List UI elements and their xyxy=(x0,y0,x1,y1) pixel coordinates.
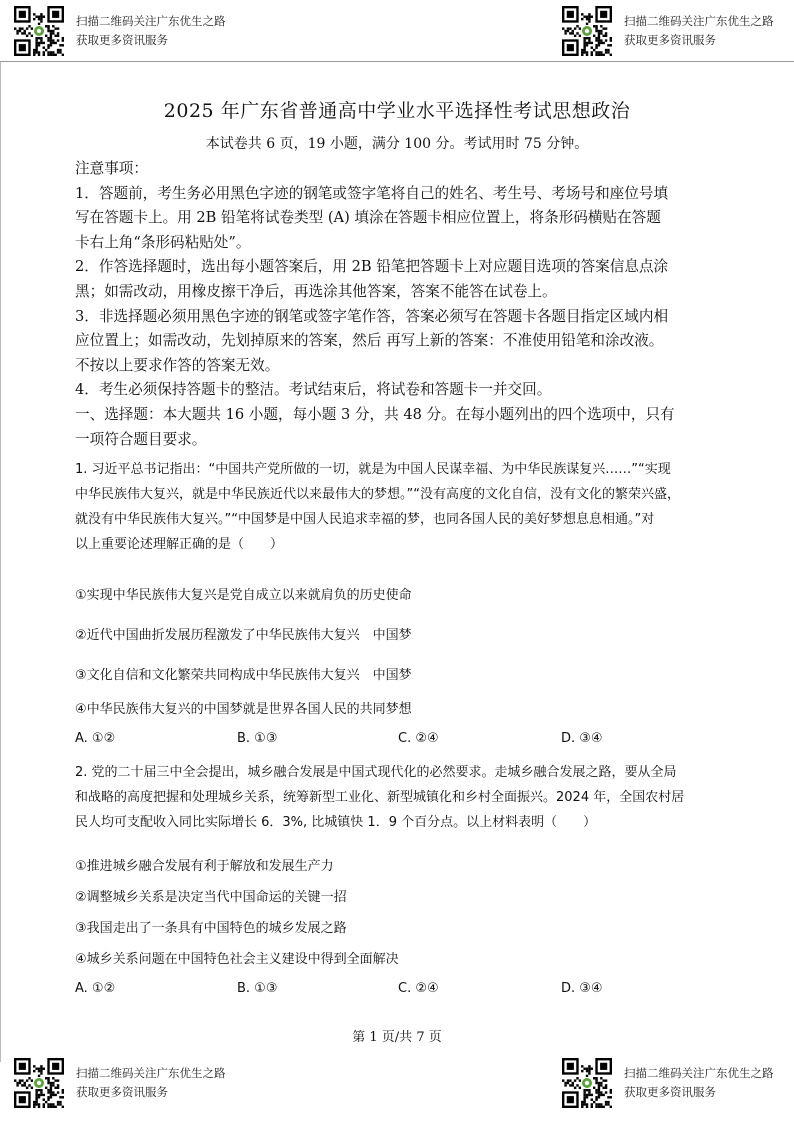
choice-a: A. ①② xyxy=(75,731,116,746)
banner-line2: 获取更多资讯服务 xyxy=(624,1085,716,1099)
exam-info: 本试卷共 6 页，19 小题，满分 100 分。考试用时 75 分钟。 xyxy=(205,136,589,152)
qr-banner-bottom-left xyxy=(14,1058,226,1108)
qr-code-icon xyxy=(562,6,612,56)
question-2-stem xyxy=(75,760,735,835)
question-2-option-1: ①推进城乡融合发展有利于解放和发展生产力 xyxy=(75,859,334,874)
question-1-option-1: ①实现中华民族伟大复兴是党自成立以来就肩负的历史使命 xyxy=(75,588,412,603)
left-margin-line xyxy=(0,62,1,1062)
qr-banner-top-right xyxy=(562,6,774,56)
page-number: 第 1 页/共 7 页 xyxy=(352,1030,442,1045)
banner-line1: 扫描二维码关注广东优生之路 xyxy=(624,14,774,28)
section-heading: 一、选择题：本大题共 16 小题，每小题 3 分，共 48 分。在每小题列出的四个选项中，只有 xyxy=(75,405,675,423)
question-1-option-4: ④中华民族伟大复兴的中国梦就是世界各国人民的共同梦想 xyxy=(75,702,412,717)
choice-b: B. ①③ xyxy=(237,981,278,996)
qr-banner-bottom-right xyxy=(562,1058,774,1108)
instructions xyxy=(75,157,735,452)
instruction-line: 3．非选择题必须用黑色字迹的钢笔或签字笔作答，答案必须写在答题卡各题目指定区域内相 xyxy=(75,307,669,325)
question-1-stem xyxy=(75,457,735,557)
stem-line: 1. 习近平总书记指出：“中国共产党所做的一切，就是为中国人民谋幸福、为中华民族谋复兴……”“实现 xyxy=(75,462,671,477)
section-heading: 一项符合题目要求。 xyxy=(75,430,207,448)
stem-line: 中华民族伟大复兴，就是中华民族近代以来最伟大的梦想。”“没有高度的文化自信，没有文化的繁荣兴盛， xyxy=(75,487,680,502)
instruction-line: 2．作答选择题时，选出每小题答案后，用 2B 铅笔把答题卡上对应题目选项的答案信息点涂 xyxy=(75,258,669,276)
question-2-option-3: ③我国走出了一条具有中国特色的城乡发展之路 xyxy=(75,921,347,936)
choice-c: C. ②④ xyxy=(398,731,439,746)
question-2-choices xyxy=(75,981,735,1001)
instruction-line: 应位置上；如需改动，先划掉原来的答案，然后 再写上新的答案：不准使用铅笔和涂改液。 xyxy=(75,332,664,350)
banner-line2: 获取更多资讯服务 xyxy=(76,33,168,47)
qr-code-icon xyxy=(14,1058,64,1108)
choice-b: B. ①③ xyxy=(237,731,278,746)
question-1-option-2: ②近代中国曲折发展历程激发了中华民族伟大复兴 中国梦 xyxy=(75,628,412,643)
header-divider xyxy=(0,61,794,62)
instruction-line: 写在答题卡上。用 2B 铅笔将试卷类型 (A) 填涂在答题卡相应位置上，将条形码横贴在答题 xyxy=(75,209,661,227)
qr-banner-top-left xyxy=(14,6,226,56)
question-2-option-4: ④城乡关系问题在中国特色社会主义建设中得到全面解决 xyxy=(75,952,399,967)
choice-d: D. ③④ xyxy=(561,981,603,996)
banner-line1: 扫描二维码关注广东优生之路 xyxy=(624,1066,774,1080)
instruction-line: 卡右上角“条形码粘贴处”。 xyxy=(75,233,251,251)
instruction-line: 4．考生必须保持答题卡的整洁。考试结束后，将试卷和答题卡一并交回。 xyxy=(75,381,552,399)
choice-c: C. ②④ xyxy=(398,981,439,996)
stem-line: 民人均可支配收入同比实际增长 6．3%, 比城镇快 1．9 个百分点。以上材料表明（ ） xyxy=(75,815,597,830)
question-2-option-2: ②调整城乡关系是决定当代中国命运的关键一招 xyxy=(75,890,347,905)
stem-line: 和战略的高度把握和处理城乡关系，统筹新型工业化、新型城镇化和乡村全面振兴。2024 年，全国农村居 xyxy=(75,790,685,805)
banner-line1: 扫描二维码关注广东优生之路 xyxy=(76,1066,226,1080)
stem-line: 以上重要论述理解正确的是（ ） xyxy=(75,537,284,552)
qr-code-icon xyxy=(14,6,64,56)
banner-line2: 获取更多资讯服务 xyxy=(76,1085,168,1099)
instruction-line: 1．答题前，考生务必用黑色字迹的钢笔或签字笔将自己的姓名、考生号、考场号和座位号填 xyxy=(75,184,669,202)
instruction-line: 不按以上要求作答的答案无效。 xyxy=(75,356,280,374)
page-title: 2025 年广东省普通高中学业水平选择性考试思想政治 xyxy=(163,100,631,122)
stem-line: 2. 党的二十届三中全会提出，城乡融合发展是中国式现代化的必然要求。走城乡融合发展之路，要从全局 xyxy=(75,765,677,780)
banner-line2: 获取更多资讯服务 xyxy=(624,33,716,47)
stem-line: 就没有中华民族伟大复兴。”“中国梦是中国人民追求幸福的梦，也同各国人民的美好梦想息息相通。”对 xyxy=(75,512,655,527)
question-1-option-3: ③文化自信和文化繁荣共同构成中华民族伟大复兴 中国梦 xyxy=(75,668,412,683)
instructions-heading: 注意事项： xyxy=(75,160,148,177)
choice-a: A. ①② xyxy=(75,981,116,996)
qr-code-icon xyxy=(562,1058,612,1108)
instruction-line: 黑；如需改动，用橡皮擦干净后，再选涂其他答案，答案不能答在试卷上。 xyxy=(75,282,557,300)
choice-d: D. ③④ xyxy=(561,731,603,746)
banner-line1: 扫描二维码关注广东优生之路 xyxy=(76,14,226,28)
question-1-choices xyxy=(75,731,735,751)
